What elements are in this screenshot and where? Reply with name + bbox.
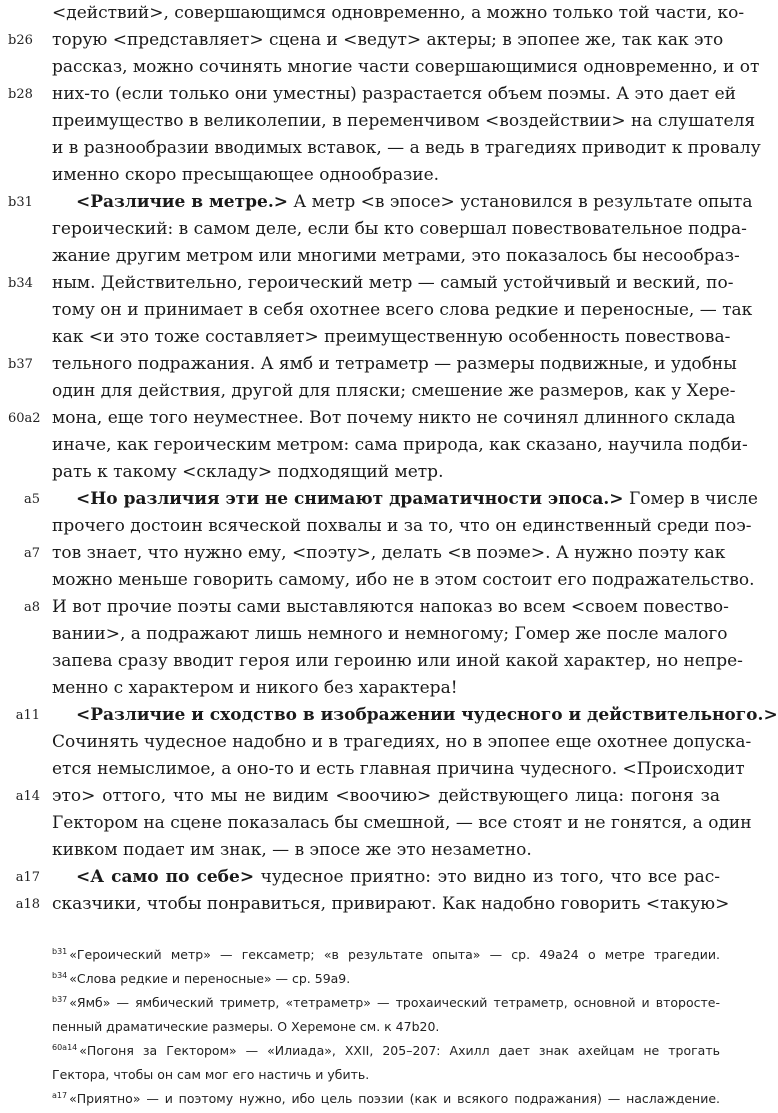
margin-reference: a8	[23, 600, 40, 615]
footnote	[52, 967, 720, 991]
footnote	[52, 943, 720, 967]
text-line: как <и это тоже составляет> преимущественную особенность повествова-	[52, 327, 731, 347]
footnote-text: «Слова редкие и переносные» — ср. 59а9.	[69, 971, 351, 986]
footnote-text: «Героический метр» — гексаметр; «в результате опыта» — ср. 49а24 о метре трагедии.	[69, 947, 720, 962]
footnote-ref: 60a14	[52, 1042, 78, 1052]
text-line: тов знает, что нужно ему, <поэту>, делать <в поэме>. А нужно поэту как	[52, 543, 726, 563]
text-line: и в разнообразии вводимых вставок, — а ведь в трагедиях приводит к провалу	[52, 138, 761, 158]
text-line: торую <представляет> сцена и <ведут> актеры; в эпопее же, так как это	[52, 30, 724, 50]
text-line: героический: в самом деле, если бы кто совершал повествовательное подра-	[52, 219, 747, 239]
footnote-text: «Ямб» — ямбический триметр, «тетраметр» — трохаический тетраметр, основной и второсте-	[69, 995, 720, 1010]
text-line: прочего достоин всяческой похвалы и за то, что он единственный среди поэ-	[52, 516, 752, 536]
margin-reference: a14	[15, 789, 40, 804]
text-line: Сочинять чудесное надобно и в трагедиях, но в эпопее еще охотнее допуска-	[52, 732, 752, 752]
text-line: Гектором на сцене показалась бы смешной, — все стоят и не гонятся, а один	[52, 813, 752, 833]
text-line: один для действия, другой для пляски; смешение же размеров, как у Хере-	[52, 381, 736, 401]
text-line: именно скоро пресыщающее однообразие.	[52, 165, 440, 185]
footnote	[52, 1039, 720, 1063]
text-line: жание другим метром или многими метрами, это показалось бы несообраз-	[52, 246, 740, 266]
text-line: рассказ, можно сочинять многие части совершающимися одновременно, и от	[52, 57, 760, 77]
margin-reference: a18	[15, 897, 40, 912]
text-line: можно меньше говорить самому, ибо не в этом состоит его подражательство.	[52, 570, 755, 590]
text-line: тому он и принимает в себя охотнее всего слова редкие и переносные, — так	[52, 300, 753, 320]
text-line: менно с характером и никого без характера!	[52, 678, 458, 698]
footnote-text: пенный драматические размеры. О Херемоне см. к 47b20.	[52, 1019, 440, 1034]
footnote-text: «Погоня за Гектором» — «Илиада», XXII, 205–207: Ахилл дает знак ахейцам не трогать	[79, 1043, 720, 1058]
margin-reference: a7	[23, 546, 40, 561]
text-line: сказчики, чтобы понравиться, привирают. Как надобно говорить <такую>	[52, 894, 730, 914]
footnote-text: Гектора, чтобы он сам мог его настичь и убить.	[52, 1067, 370, 1082]
footnote-continuation	[52, 1015, 720, 1039]
section-heading-line: <А само по себе> чудесное приятно: это видно из того, что все рас-	[76, 867, 720, 887]
section-heading-line: <Но различия эти не снимают драматичности эпоса.> Гомер в числе	[76, 489, 758, 509]
footnote	[52, 1087, 720, 1111]
margin-reference: b28	[8, 87, 33, 102]
footnote-text: «Приятно» — и поэтому нужно, ибо цель поэзии (как и всякого подражания) — наслаждение.	[69, 1091, 720, 1106]
text-line: преимущество в великолепии, в переменчивом <воздействии> на слушателя	[52, 111, 756, 131]
text-line: них-то (если только они уместны) разрастается объем поэмы. А это дает ей	[52, 84, 736, 104]
footnote-ref: b34	[52, 970, 68, 980]
text-line: вании>, а подражают лишь немного и немногому; Гомер же после малого	[52, 624, 728, 644]
text-line: И вот прочие поэты сами выставляются напоказ во всем <своем повество-	[52, 597, 729, 617]
footnote-ref: a17	[52, 1090, 68, 1100]
margin-reference: 60a2	[8, 411, 41, 426]
text-line: ным. Действительно, героический метр — самый устойчивый и веский, по-	[52, 273, 734, 293]
text-line: мона, еще того неуместнее. Вот почему никто не сочинял длинного склада	[52, 408, 736, 428]
footnote-continuation	[52, 1063, 720, 1087]
text-line: <действий>, совершающимся одновременно, а можно только той части, ко-	[52, 3, 745, 23]
margin-reference: a5	[23, 492, 40, 507]
text-line: иначе, как героическим метром: сама природа, как сказано, научила подби-	[52, 435, 748, 455]
text-line: рать к такому <складу> подходящий метр.	[52, 462, 444, 482]
text-line: запева сразу вводит героя или героиню или иной какой характер, но непре-	[52, 651, 743, 671]
margin-reference: b31	[8, 195, 33, 210]
text-line: ется немыслимое, а оно-то и есть главная причина чудесного. <Происходит	[52, 759, 745, 779]
section-heading-line: <Различие и сходство в изображении чудесного и действительного.>	[76, 705, 778, 725]
margin-reference: b26	[8, 33, 33, 48]
text-line: кивком подает им знак, — в эпосе же это незаметно.	[52, 840, 532, 860]
footnote-ref: b37	[52, 994, 68, 1004]
section-heading-line: <Различие в метре.> А метр <в эпосе> установился в результате опыта	[76, 192, 753, 212]
margin-reference: a17	[15, 870, 40, 885]
margin-reference: b37	[8, 357, 33, 372]
margin-reference: a11	[15, 708, 40, 723]
margin-reference: b34	[8, 276, 33, 291]
text-line: это> оттого, что мы не видим <воочию> действующего лица: погоня за	[52, 786, 720, 806]
text-line: тельного подражания. А ямб и тетраметр — размеры подвижные, и удобны	[52, 354, 737, 374]
footnote	[52, 991, 720, 1015]
footnote-ref: b31	[52, 946, 68, 956]
